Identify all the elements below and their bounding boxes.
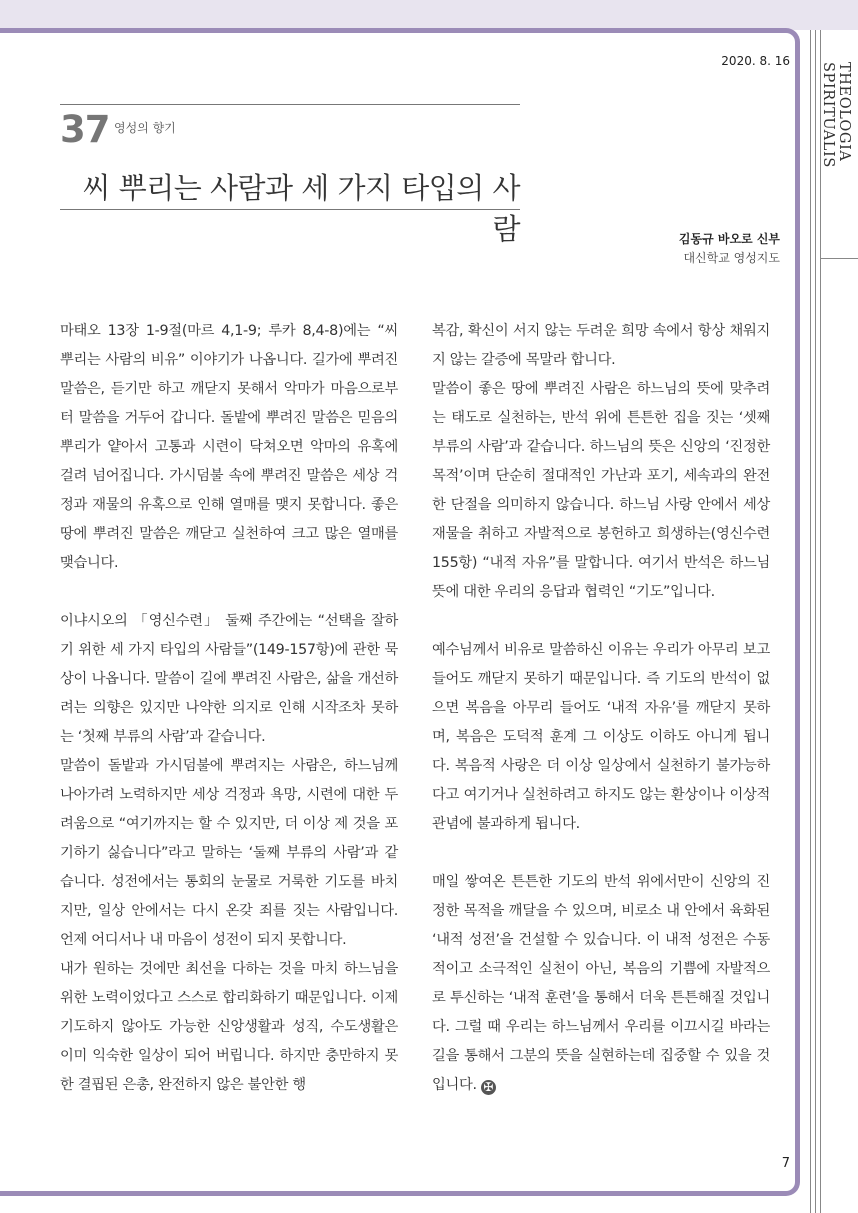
issue-date: 2020. 8. 16	[721, 54, 790, 68]
paragraph: 예수님께서 비유로 말씀하신 이유는 우리가 아무리 보고 들어도 깨닫지 못하기 때문입니다. 즉 기도의 반석이 없으면 복음을 아무리 들어도 ‘내적 자유’를 깨닫지 못하며, 복음은 도덕적 훈계 그 이상도 이하도 아니게 됩니다. 복음적 사랑은 더 이상 일상에서 실천하기 불가능하다고 여기거나 실천하려고 하지도 않는 환상이나 이상적 관념에 불과하게 됩니다.	[432, 642, 770, 832]
heading-rule-top	[60, 104, 520, 105]
side-rule	[815, 30, 816, 1213]
body-column-left	[60, 317, 398, 1100]
heading-rule-bottom	[60, 209, 520, 210]
page-number: 7	[781, 1156, 790, 1171]
paragraph: 말씀이 좋은 땅에 뿌려진 사람은 하느님의 뜻에 맞추려는 태도로 실천하는, 반석 위에 튼튼한 집을 짓는 ‘셋째 부류의 사람’과 같습니다. 하느님의 뜻은 신앙의 ‘진정한 목적’이며 단순히 절대적인 가난과 포기, 세속과의 완전한 단절을 의미하지 않습니다. 하느님 사랑 안에서 세상 재물을 취하고 자발적으로 봉헌하고 희생하는(영신수련 155항) “내적 자유”를 말합니다. 여기서 반석은 하느님 뜻에 대한 우리의 응답과 협력인 “기도”입니다.	[432, 381, 770, 600]
paragraph: 복감, 확신이 서지 않는 두려운 희망 속에서 항상 채워지지 않는 갈증에 목말라 합니다.	[432, 323, 770, 368]
paragraph: 말씀이 돌밭과 가시덤불에 뿌려지는 사람은, 하느님께 나아가려 노력하지만 세상 걱정과 욕망, 시련에 대한 두려움으로 “여기까지는 할 수 있지만, 더 이상 제 것을 포기하기 싫습니다”라고 말하는 ‘둘째 부류의 사람’과 같습니다. 성전에서는 통회의 눈물로 거룩한 기도를 바치지만, 일상 안에서는 다시 온갖 죄를 짓는 사람입니다. 언제 어디서나 내 마음이 성전이 되지 못합니다.	[60, 758, 398, 948]
side-tick	[820, 258, 858, 259]
body-column-right	[432, 317, 770, 1100]
author-affiliation: 대신학교 영성지도	[683, 251, 780, 265]
paragraph: 내가 원하는 것에만 최선을 다하는 것을 마치 하느님을 위한 노력이었다고 스스로 합리화하기 때문입니다. 이제 기도하지 않아도 가능한 신앙생활과 성직, 수도생활은 이미 익숙한 일상이 되어 버립니다. 하지만 충만하지 못한 결핍된 은총, 완전하지 않은 불안한 행	[60, 961, 398, 1093]
top-band	[0, 0, 858, 30]
side-label: THEOLOGIA SPIRITUALIS	[820, 62, 852, 168]
paragraph-last	[432, 868, 770, 1100]
side-rule	[820, 30, 821, 1213]
article-title: 씨 뿌리는 사람과 세 가지 타입의 사람	[82, 171, 520, 246]
paragraph-text: 매일 쌓여온 튼튼한 기도의 반석 위에서만이 신앙의 진정한 목적을 깨달을 수 있으며, 비로소 내 안에서 육화된 ‘내적 성전’을 건설할 수 있습니다. 이 내적 성전은 수동적이고 소극적인 실천이 아닌, 복음의 기쁨에 자발적으로 투신하는 ‘내적 훈련’을 통해서 더욱 튼튼해질 것입니다. 그럴 때 우리는 하느님께서 우리를 이끄시길 바라는 길을 통해서 그분의 뜻을 실현하는데 집중할 수 있을 것입니다.	[432, 874, 770, 1093]
column-name: 영성의 향기	[114, 121, 176, 135]
issue-number: 37	[60, 108, 110, 151]
side-rule	[810, 30, 811, 1213]
paragraph: 이냐시오의 「영신수련」 둘째 주간에는 “선택을 잘하기 위한 세 가지 타입의 사람들”(149-157항)에 관한 묵상이 나옵니다. 말씀이 길에 뿌려진 사람은, 삶을 개선하려는 의향은 있지만 나약한 의지로 인해 시작조차 못하는 ‘첫째 부류의 사람’과 같습니다.	[60, 613, 398, 745]
paragraph: 마태오 13장 1-9절(마르 4,1-9; 루카 8,4-8)에는 “씨 뿌리는 사람의 비유” 이야기가 나옵니다. 길가에 뿌려진 말씀은, 듣기만 하고 깨닫지 못해서 악마가 마음으로부터 말씀을 거두어 갑니다. 돌밭에 뿌려진 말씀은 믿음의 뿌리가 얕아서 고통과 시련이 닥쳐오면 악마의 유혹에 걸려 넘어집니다. 가시덤불 속에 뿌려진 말씀은 세상 걱정과 재물의 유혹으로 인해 열매를 맺지 못합니다. 좋은 땅에 뿌려진 말씀은 깨닫고 실천하여 크고 많은 열매를 맺습니다.	[60, 323, 398, 571]
end-mark-icon: ✠	[481, 1080, 496, 1095]
author-name: 김동규 바오로 신부	[678, 232, 780, 246]
